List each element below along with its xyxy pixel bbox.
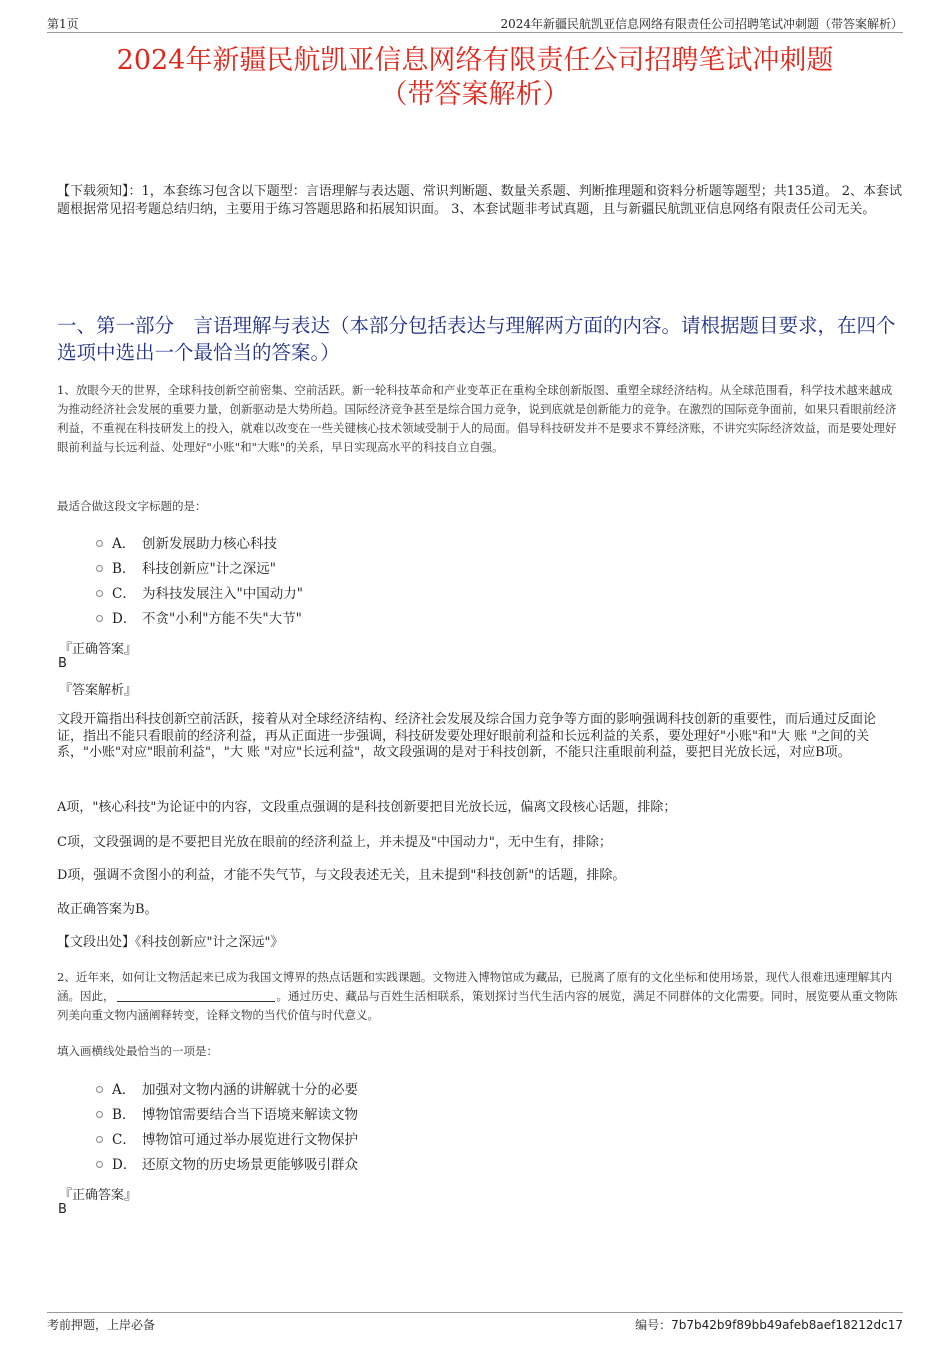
option-text: 博物馆可通过举办展览进行文物保护 — [142, 1131, 358, 1148]
option-a[interactable] — [96, 529, 303, 554]
analysis-option-a: A项，"核心科技"为论证中的内容，文段重点强调的是科技创新要把目光放长远，偏离文段核心话题，排除； — [57, 800, 677, 815]
radio-icon[interactable] — [96, 1161, 103, 1168]
text-source: 【文段出处】《科技创新应"计之深远"》 — [57, 935, 284, 950]
option-b[interactable] — [96, 554, 303, 579]
analysis-label: 『答案解析』 — [59, 683, 138, 698]
option-letter: B． — [112, 1106, 136, 1123]
option-text: 为科技发展注入"中国动力" — [142, 585, 303, 602]
title-line-2: （带答案解析） — [380, 79, 570, 110]
option-letter: A． — [112, 1081, 136, 1098]
page-footer — [47, 1312, 903, 1332]
option-text: 还原文物的历史场景更能够吸引群众 — [142, 1156, 358, 1173]
analysis-option-c: C项，文段强调的是不要把目光放在眼前的经济利益上，并未提及"中国动力"，无中生有，排除； — [57, 835, 612, 850]
option-text: 博物馆需要结合当下语境来解读文物 — [142, 1106, 358, 1123]
question-2-text — [57, 968, 902, 1025]
radio-icon[interactable] — [96, 565, 103, 572]
radio-icon[interactable] — [96, 615, 103, 622]
page-number: 第1页 — [47, 17, 79, 31]
option-letter: B． — [112, 560, 136, 577]
correct-answer: B — [58, 1202, 67, 1217]
question-1-prompt: 最适合做这段文字标题的是： — [57, 499, 207, 513]
option-text: 加强对文物内涵的讲解就十分的必要 — [142, 1081, 358, 1098]
radio-icon[interactable] — [96, 540, 103, 547]
analysis-conclusion: 故正确答案为B。 — [57, 902, 158, 917]
option-letter: D． — [112, 610, 137, 627]
option-letter: D． — [112, 1156, 137, 1173]
option-letter: C． — [112, 585, 136, 602]
analysis-main: 文段开篇指出科技创新空前活跃，接着从对全球经济结构、经济社会发展及综合国力竞争等方面的影响强调科技创新的重要性，而后通过反面论证，指出不能只看眼前的经济利益，再从正面进一步强调，科技研发要处理好眼前利益和长远利益的关系，要处理好"小账"和"大 账 "之间的关系，"小账"对应"眼前利益"，"大 账 "对应"长远利益"，故文段强调的是对于科技创新，不能只注重眼前利益，要把目光放长远，对应B项。 — [57, 712, 877, 760]
option-letter: C． — [112, 1131, 136, 1148]
option-d[interactable] — [96, 1150, 358, 1175]
question-2-prompt: 填入画横线处最恰当的一项是： — [57, 1044, 218, 1058]
question-2-text-after: 。通过历史、藏品与百姓生活相联系，策划探讨当代生活内容的展览，满足不同群体的文化需要。同时，展览要从重文物陈列美向重文物内涵阐释转变，诠释文物的当代价值与时代意义。 — [57, 989, 898, 1022]
option-a[interactable] — [96, 1075, 358, 1100]
radio-icon[interactable] — [96, 1136, 103, 1143]
page-header — [47, 14, 903, 33]
question-1-text: 1、放眼今天的世界，全球科技创新空前密集、空前活跃。新一轮科技革命和产业变革正在重构全球创新版图、重塑全球经济结构。从全球范围看，科学技术越来越成为推动经济社会发展的重要力量，创新驱动是大势所趋。国际经济竞争甚至是综合国力竞争，说到底就是创新能力的竞争。在激烈的国际竞争面前，如果只看眼前经济利益，不重视在科技研发上的投入，就难以改变在一些关键核心技术领域受制于人的局面。倡导科技研发并不是要求不算经济账，不讲究实际经济效益，而是要处理好眼前利益与长远利益、处理好"小账"和"大账"的关系，早日实现高水平的科技自立自强。 — [57, 383, 897, 454]
radio-icon[interactable] — [96, 1111, 103, 1118]
code-label: 编号： — [635, 1318, 672, 1332]
correct-answer: B — [58, 656, 67, 671]
section-title: 一、第一部分 言语理解与表达（本部分包括表达与理解两方面的内容。请根据题目要求，在四个选项中选出一个最恰当的答案。） — [57, 314, 896, 364]
analysis-option-d: D项，强调不贪图小的利益，才能不失气节，与文段表述无关，且未提到"科技创新"的话题，排除。 — [57, 868, 626, 883]
option-letter: A． — [112, 535, 136, 552]
correct-answer-label: 『正确答案』 — [59, 642, 138, 657]
title-line-1: 2024年新疆民航凯亚信息网络有限责任公司招聘笔试冲刺题 — [116, 45, 834, 76]
code-value: 7b7b42b9f89bb49afeb8aef18212dc17 — [671, 1318, 903, 1332]
document-title — [40, 44, 910, 112]
footer-slogan: 考前押题，上岸必备 — [47, 1318, 156, 1332]
option-text: 不贪"小利"方能不失"大节" — [142, 610, 302, 627]
option-b[interactable] — [96, 1100, 358, 1125]
option-text: 创新发展助力核心科技 — [142, 535, 277, 552]
question-2-text-before: 2、近年来，如何让文物活起来已成为我国文博界的热点话题和实践课题。文物进入博物馆成为藏品，已脱离了原有的文化坐标和使用场景，现代人很难迅速理解其内涵。因此， — [57, 970, 893, 1003]
question-2-options — [96, 1075, 358, 1175]
radio-icon[interactable] — [96, 1086, 103, 1093]
header-doc-name: 2024年新疆民航凯亚信息网络有限责任公司招聘笔试冲刺题（带答案解析） — [500, 17, 903, 31]
fill-in-blank — [117, 989, 275, 1002]
radio-icon[interactable] — [96, 590, 103, 597]
footer-code — [635, 1316, 903, 1333]
question-1-options — [96, 529, 303, 629]
option-d[interactable] — [96, 604, 303, 629]
correct-answer-label: 『正确答案』 — [59, 1188, 138, 1203]
option-c[interactable] — [96, 579, 303, 604]
download-notice: 【下载须知】：1，本套练习包含以下题型：言语理解与表达题、常识判断题、数量关系题、判断推理题和资料分析题等题型；共135道。 2、本套试题根据常见招考题总结归纳，主要用于练习答题思路和拓展知识面。 3、本套试题非考试真题，且与新疆民航凯亚信息网络有限责任公司无关。 — [57, 184, 902, 217]
option-text: 科技创新应"计之深远" — [142, 560, 276, 577]
option-c[interactable] — [96, 1125, 358, 1150]
